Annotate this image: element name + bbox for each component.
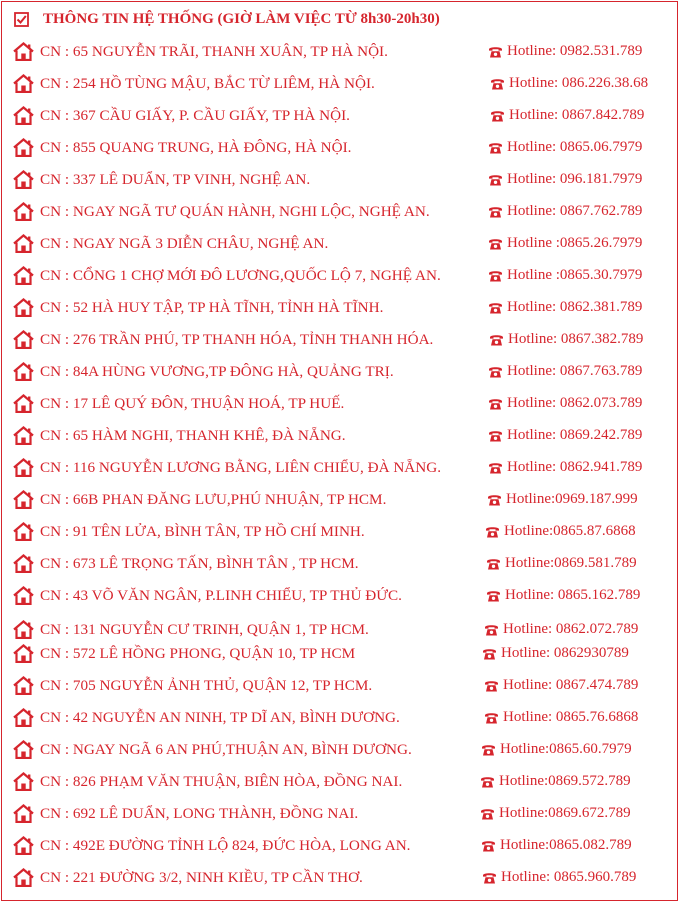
branch-address: CN : 276 TRẦN PHÚ, TP THANH HÓA, TỈNH THANH HÓA. [40, 331, 434, 348]
branch-address: CN : 131 NGUYỄN CƯ TRINH, QUẬN 1, TP HCM. [40, 621, 369, 638]
list-item [0, 706, 681, 730]
hotline-text[interactable]: Hotline: 0867.842.789 [509, 107, 645, 123]
home-icon [13, 804, 34, 823]
branch-address: CN : 17 LÊ QUÝ ĐÔN, THUẬN HOÁ, TP HUẾ. [40, 395, 345, 412]
home-icon [13, 644, 34, 663]
branch-hotline[interactable] [488, 363, 642, 380]
branch-address: CN : 826 PHẠM VĂN THUẬN, BIÊN HÒA, ĐỒNG NAI. [40, 773, 403, 790]
list-item [0, 360, 681, 384]
branch-address: CN : 65 HÀM NGHI, THANH KHÊ, ĐÀ NẴNG. [40, 427, 346, 444]
list-item [0, 834, 681, 858]
branch-hotline[interactable] [488, 235, 642, 252]
hotline-text[interactable]: Hotline: 0865.76.6868 [503, 709, 639, 725]
home-icon [13, 708, 34, 727]
branch-hotline[interactable] [488, 427, 642, 444]
phone-icon [484, 623, 499, 636]
branch-hotline[interactable] [484, 677, 638, 694]
home-icon [13, 836, 34, 855]
hotline-text[interactable]: Hotline:0869.581.789 [505, 555, 637, 571]
home-icon [13, 586, 34, 605]
branch-hotline[interactable] [484, 709, 638, 726]
phone-icon [490, 109, 505, 122]
home-icon [13, 676, 34, 695]
hotline-text[interactable]: Hotline:0869.572.789 [499, 773, 631, 789]
branch-address: CN : 337 LÊ DUẨN, TP VINH, NGHỆ AN. [40, 171, 311, 188]
branch-address: CN : NGAY NGÃ TƯ QUÁN HÀNH, NGHI LỘC, NGHỆ AN. [40, 203, 430, 220]
hotline-text[interactable]: Hotline:0969.187.999 [506, 491, 638, 507]
branch-address: CN : 43 VÕ VĂN NGÂN, P.LINH CHIỂU, TP THỦ ĐỨC. [40, 587, 402, 604]
branch-address: CN : NGAY NGÃ 3 DIỄN CHÂU, NGHỆ AN. [40, 235, 329, 252]
hotline-text[interactable]: Hotline: 0869.242.789 [507, 427, 643, 443]
home-icon [13, 490, 34, 509]
branch-hotline[interactable] [490, 107, 644, 124]
hotline-text[interactable]: Hotline: 0862.072.789 [503, 621, 639, 637]
hotline-text[interactable]: Hotline: 0982.531.789 [507, 43, 643, 59]
branch-hotline[interactable] [490, 75, 648, 92]
branch-hotline[interactable] [480, 805, 631, 822]
list-item [0, 104, 681, 128]
home-icon [13, 458, 34, 477]
branch-address: CN : 692 LÊ DUẨN, LONG THÀNH, ĐỒNG NAI. [40, 805, 359, 822]
branch-address: CN : 572 LÊ HỒNG PHONG, QUẬN 10, TP HCM [40, 645, 356, 662]
phone-icon [488, 269, 503, 282]
branch-address: CN : 66B PHAN ĐĂNG LƯU,PHÚ NHUẬN, TP HCM. [40, 491, 387, 508]
phone-icon [488, 205, 503, 218]
list-item [0, 40, 681, 64]
hotline-text[interactable]: Hotline:0865.87.6868 [504, 523, 636, 539]
branch-hotline[interactable] [486, 587, 640, 604]
hotline-text[interactable]: Hotline: 0865.960.789 [501, 869, 637, 885]
branch-hotline[interactable] [488, 203, 642, 220]
branch-address: CN : CỔNG 1 CHỢ MỚI ĐÔ LƯƠNG,QUỐC LỘ 7, NGHỆ AN. [40, 267, 441, 284]
phone-icon [488, 365, 503, 378]
list-item [0, 392, 681, 416]
home-icon [13, 170, 34, 189]
phone-icon [482, 647, 497, 660]
home-icon [13, 362, 34, 381]
branch-address: CN : 367 CẦU GIẤY, P. CẦU GIẤY, TP HÀ NỘI. [40, 107, 350, 124]
list-item [0, 168, 681, 192]
phone-icon [489, 333, 504, 346]
home-icon [13, 740, 34, 759]
phone-icon [480, 775, 495, 788]
list-item [0, 674, 681, 698]
home-icon [13, 868, 34, 887]
list-item [0, 488, 681, 512]
home-icon [13, 522, 34, 541]
hotline-text[interactable]: Hotline: 0865.162.789 [505, 587, 641, 603]
branch-hotline[interactable] [486, 555, 637, 572]
page-title: THÔNG TIN HỆ THỐNG (GIỜ LÀM VIỆC TỪ 8h30-20h30) [43, 10, 440, 27]
list-item [0, 232, 681, 256]
list-item [0, 72, 681, 96]
branch-hotline[interactable] [488, 395, 642, 412]
branch-hotline[interactable] [487, 491, 638, 508]
home-icon [13, 620, 34, 639]
header [14, 8, 440, 30]
home-icon [13, 772, 34, 791]
branch-address: CN : NGAY NGÃ 6 AN PHÚ,THUẬN AN, BÌNH DƯƠNG. [40, 741, 412, 758]
hotline-text[interactable]: Hotline:0865.082.789 [500, 837, 632, 853]
branch-hotline[interactable] [481, 741, 632, 758]
list-item [0, 424, 681, 448]
branch-address: CN : 116 NGUYỄN LƯƠNG BẰNG, LIÊN CHIỂU, ĐÀ NẴNG. [40, 459, 441, 476]
branch-hotline[interactable] [488, 299, 642, 316]
phone-icon [482, 871, 497, 884]
phone-icon [484, 679, 499, 692]
branch-address: CN : 84A HÙNG VƯƠNG,TP ĐÔNG HÀ, QUẢNG TRỊ. [40, 363, 394, 380]
branch-hotline[interactable] [485, 523, 636, 540]
phone-icon [487, 493, 502, 506]
phone-icon [486, 589, 501, 602]
branch-hotline[interactable] [488, 139, 642, 156]
branch-address: CN : 254 HỒ TÙNG MẬU, BẮC TỪ LIÊM, HÀ NỘI. [40, 75, 375, 92]
list-item [0, 296, 681, 320]
branch-hotline[interactable] [484, 621, 638, 638]
checkbox-icon [14, 12, 29, 27]
phone-icon [490, 77, 505, 90]
phone-icon [488, 397, 503, 410]
branch-hotline[interactable] [480, 773, 631, 790]
list-item [0, 328, 681, 352]
branch-hotline[interactable] [482, 869, 636, 886]
phone-icon [481, 743, 496, 756]
hotline-text[interactable]: Hotline: 0867.474.789 [503, 677, 639, 693]
list-item [0, 584, 681, 608]
home-icon [13, 234, 34, 253]
home-icon [13, 394, 34, 413]
list-item [0, 618, 681, 642]
list-item [0, 642, 681, 666]
hotline-text[interactable]: Hotline :0865.30.7979 [507, 267, 643, 283]
branch-address: CN : 52 HÀ HUY TẬP, TP HÀ TĨNH, TỈNH HÀ TĨNH. [40, 299, 384, 316]
home-icon [13, 330, 34, 349]
list-item [0, 802, 681, 826]
phone-icon [481, 839, 496, 852]
home-icon [13, 106, 34, 125]
branch-hotline[interactable] [488, 171, 642, 188]
hotline-text[interactable]: Hotline: 0862.073.789 [507, 395, 643, 411]
home-icon [13, 426, 34, 445]
home-icon [13, 202, 34, 221]
branch-address: CN : 91 TÊN LỬA, BÌNH TÂN, TP HỒ CHÍ MINH. [40, 523, 365, 540]
phone-icon [485, 525, 500, 538]
list-item [0, 136, 681, 160]
branch-hotline[interactable] [482, 645, 629, 662]
list-item [0, 520, 681, 544]
home-icon [13, 554, 34, 573]
hotline-text[interactable]: Hotline:0869.672.789 [499, 805, 631, 821]
phone-icon [488, 429, 503, 442]
branch-address: CN : 42 NGUYỄN AN NINH, TP DĨ AN, BÌNH DƯƠNG. [40, 709, 400, 726]
branch-hotline[interactable] [488, 459, 642, 476]
phone-icon [488, 141, 503, 154]
phone-icon [486, 557, 501, 570]
hotline-text[interactable]: Hotline: 086.226.38.68 [509, 75, 649, 91]
list-item [0, 866, 681, 890]
list-item [0, 264, 681, 288]
hotline-text[interactable]: Hotline: 0865.06.7979 [507, 139, 643, 155]
list-item [0, 552, 681, 576]
branch-hotline[interactable] [488, 43, 642, 60]
home-icon [13, 42, 34, 61]
hotline-text[interactable]: Hotline: 0862930789 [501, 645, 629, 661]
phone-icon [488, 237, 503, 250]
hotline-text[interactable]: Hotline :0865.26.7979 [507, 235, 643, 251]
hotline-text[interactable]: Hotline: 0867.762.789 [507, 203, 643, 219]
list-item [0, 770, 681, 794]
home-icon [13, 298, 34, 317]
list-item [0, 200, 681, 224]
branch-address: CN : 855 QUANG TRUNG, HÀ ĐÔNG, HÀ NỘI. [40, 139, 352, 156]
branch-address: CN : 65 NGUYỄN TRÃI, THANH XUÂN, TP HÀ NỘI. [40, 43, 388, 60]
branch-address: CN : 221 ĐƯỜNG 3/2, NINH KIỀU, TP CẦN THƠ. [40, 869, 363, 886]
phone-icon [488, 173, 503, 186]
list-item [0, 456, 681, 480]
home-icon [13, 266, 34, 285]
branch-address: CN : 673 LÊ TRỌNG TẤN, BÌNH TÂN , TP HCM. [40, 555, 359, 572]
home-icon [13, 74, 34, 93]
hotline-text[interactable]: Hotline:0865.60.7979 [500, 741, 632, 757]
branch-address: CN : 705 NGUYỄN ẢNH THỦ, QUẬN 12, TP HCM. [40, 677, 373, 694]
home-icon [13, 138, 34, 157]
branch-hotline[interactable] [489, 331, 643, 348]
phone-icon [480, 807, 495, 820]
hotline-text[interactable]: Hotline: 096.181.7979 [507, 171, 643, 187]
hotline-text[interactable]: Hotline: 0867.763.789 [507, 363, 643, 379]
branch-address: CN : 492E ĐƯỜNG TỈNH LỘ 824, ĐỨC HÒA, LONG AN. [40, 837, 411, 854]
list-item [0, 738, 681, 762]
hotline-text[interactable]: Hotline: 0862.941.789 [507, 459, 643, 475]
hotline-text[interactable]: Hotline: 0867.382.789 [508, 331, 644, 347]
phone-icon [488, 461, 503, 474]
phone-icon [488, 301, 503, 314]
phone-icon [484, 711, 499, 724]
phone-icon [488, 45, 503, 58]
hotline-text[interactable]: Hotline: 0862.381.789 [507, 299, 643, 315]
branch-hotline[interactable] [481, 837, 632, 854]
branch-hotline[interactable] [488, 267, 642, 284]
